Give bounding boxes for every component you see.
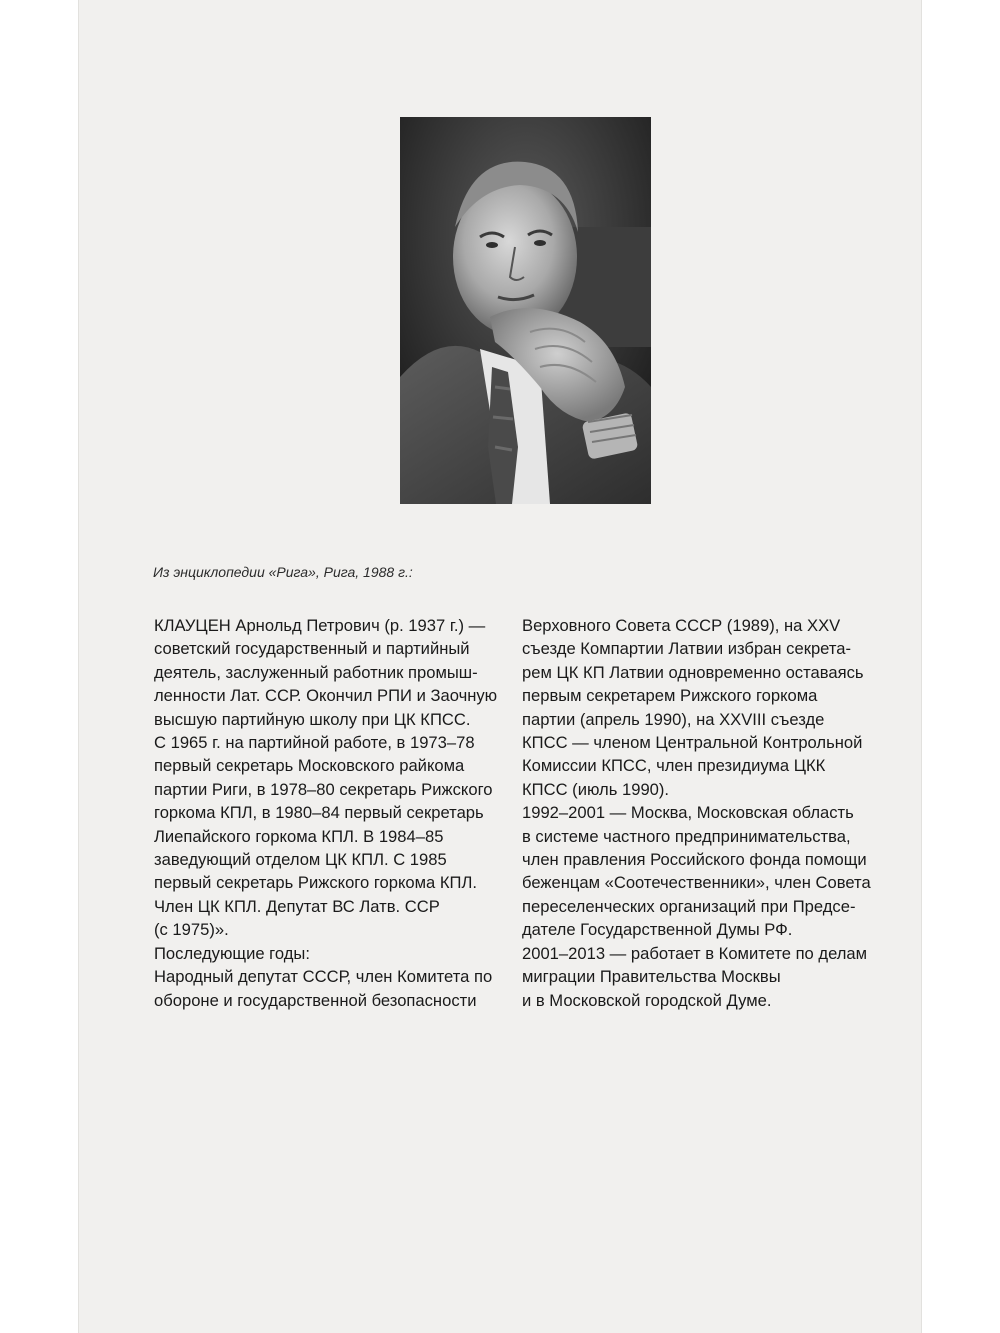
text-line: Лиепайского горкома КПЛ. В 1984–85 xyxy=(154,826,444,846)
text-line: Комиссии КПСС, член президиума ЦКК xyxy=(522,756,826,776)
text-line: 1992–2001 — Москва, Московская область xyxy=(522,803,854,823)
text-line: миграции Правительства Москвы xyxy=(522,967,781,987)
text-line: обороне и государственной безопасности xyxy=(154,990,477,1010)
source-caption: Из энциклопедии «Рига», Рига, 1988 г.: xyxy=(153,564,413,580)
text-line: член правления Российского фонда помощи xyxy=(522,850,867,870)
portrait-photo xyxy=(400,117,651,504)
text-line: первый секретарь Московского райкома xyxy=(154,756,465,776)
book-page xyxy=(78,0,922,1333)
text-line: партии Риги, в 1978–80 секретарь Рижского xyxy=(154,779,493,799)
portrait-image xyxy=(400,117,651,504)
text-line: съезде Компартии Латвии избран секрета- xyxy=(522,639,852,659)
text-line: (с 1975)». xyxy=(154,920,229,940)
text-line: высшую партийную школу при ЦК КПСС. xyxy=(154,709,471,729)
text-line: КЛАУЦЕН Арнольд Петрович (р. 1937 г.) — xyxy=(154,616,486,635)
biography-right-column xyxy=(522,614,871,1012)
text-line: беженцам «Соотечественники», член Совета xyxy=(522,873,871,893)
text-line: заведующий отделом ЦК КПЛ. С 1985 xyxy=(154,850,447,870)
text-line: ленности Лат. ССР. Окончил РПИ и Заочную xyxy=(154,686,498,706)
text-line: партии (апрель 1990), на XXVIII съезде xyxy=(522,709,825,729)
text-line: Член ЦК КПЛ. Депутат ВС Латв. ССР xyxy=(154,896,440,916)
text-line: деятель, заслуженный работник промыш- xyxy=(154,662,478,682)
text-line: 2001–2013 — работает в Комитете по делам xyxy=(522,943,868,963)
text-line: КПСС — членом Центральной Контрольной xyxy=(522,733,863,753)
text-line: и в Московской городской Думе. xyxy=(522,990,772,1010)
text-line: в системе частного предпринимательства, xyxy=(522,826,851,846)
text-line: С 1965 г. на партийной работе, в 1973–78 xyxy=(154,733,475,753)
text-line: КПСС (июль 1990). xyxy=(522,779,670,799)
biography-left-column xyxy=(154,614,497,1012)
text-line: первый секретарь Рижского горкома КПЛ. xyxy=(154,873,477,893)
text-line: переселенческих организаций при Предсе- xyxy=(522,896,856,916)
text-line: первым секретарем Рижского горкома xyxy=(522,686,818,706)
text-line: рем ЦК КП Латвии одновременно оставаясь xyxy=(522,662,864,682)
text-line: Верховного Совета СССР (1989), на XXV xyxy=(522,616,841,635)
text-line: Последующие годы: xyxy=(154,943,310,963)
text-line: дателе Государственной Думы РФ. xyxy=(522,920,793,940)
text-line: советский государственный и партийный xyxy=(154,639,470,659)
text-line: Народный депутат СССР, член Комитета по xyxy=(154,967,493,987)
text-line: горкома КПЛ, в 1980–84 первый секретарь xyxy=(154,803,484,823)
